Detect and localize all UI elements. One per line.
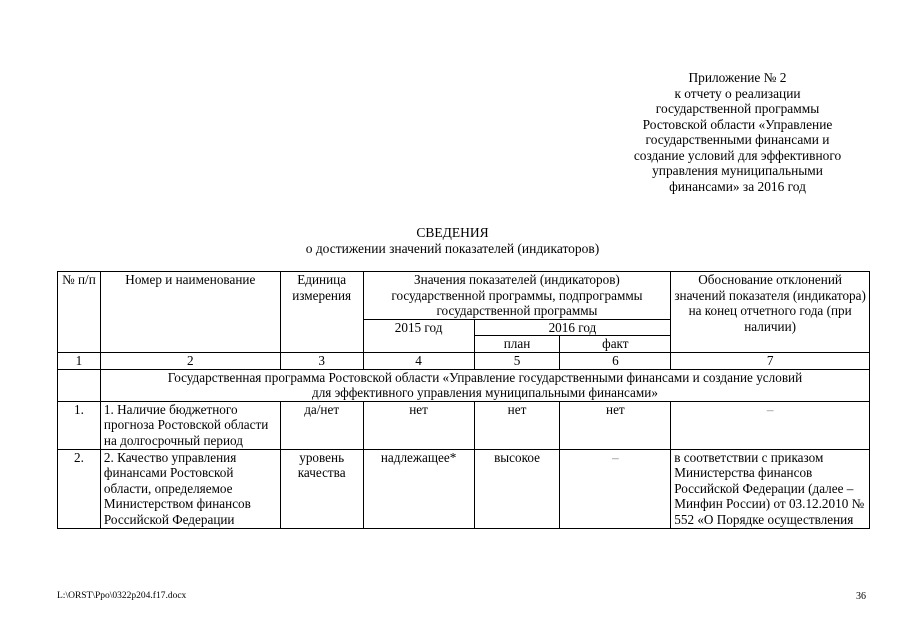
header-year-2016: 2016 год bbox=[474, 319, 671, 336]
header-year-2015: 2015 год bbox=[363, 319, 474, 352]
table-row bbox=[58, 449, 870, 528]
appendix-line: управления муниципальными bbox=[652, 163, 823, 178]
section-empty-cell bbox=[58, 369, 101, 401]
col-number: 1 bbox=[58, 352, 101, 369]
row-value-2015: надлежащее* bbox=[363, 449, 474, 528]
header-unit: Единица измерения bbox=[280, 272, 363, 353]
col-number: 7 bbox=[671, 352, 870, 369]
appendix-line: к отчету о реализации bbox=[674, 85, 801, 101]
col-number: 2 bbox=[100, 352, 280, 369]
table-row bbox=[58, 401, 870, 449]
header-name: Номер и наименование bbox=[100, 272, 280, 353]
appendix-line: государственными финансами и bbox=[645, 132, 830, 147]
header-values-group: Значения показателей (индикаторов) государственной программы, подпрограммы государственной программы bbox=[363, 272, 671, 320]
section-row bbox=[58, 369, 870, 401]
appendix-header bbox=[610, 70, 865, 194]
row-fact: нет bbox=[560, 401, 671, 449]
column-number-row bbox=[58, 352, 870, 369]
col-number: 5 bbox=[474, 352, 560, 369]
header-reason: Обоснование отклонений значений показателя (индикатора) на конец отчетного года (при наличии) bbox=[671, 272, 870, 353]
col-number: 6 bbox=[560, 352, 671, 369]
appendix-line: Ростовской области «Управление bbox=[642, 116, 833, 132]
row-plan: высокое bbox=[474, 449, 560, 528]
page-number: 36 bbox=[856, 591, 866, 602]
row-num: 2. bbox=[58, 449, 101, 528]
col-number: 4 bbox=[363, 352, 474, 369]
appendix-line: государственной программы bbox=[655, 101, 820, 116]
row-unit: уровень качества bbox=[280, 449, 363, 528]
appendix-line: финансами» за 2016 год bbox=[669, 178, 806, 194]
document-subtitle: о достижении значений показателей (индикаторов) bbox=[305, 241, 600, 256]
header-plan: план bbox=[474, 336, 560, 353]
section-title: Государственная программа Ростовской области «Управление государственными финансами и создание условий для эффективного управления муниципальными финансами» bbox=[100, 369, 869, 401]
row-unit: да/нет bbox=[280, 401, 363, 449]
row-reason: – bbox=[671, 401, 870, 449]
row-num: 1. bbox=[58, 401, 101, 449]
col-number: 3 bbox=[280, 352, 363, 369]
row-fact: – bbox=[560, 449, 671, 528]
row-reason: в соответствии с приказом Министерства финансов Российской Федерации (далее – Минфин России) от 03.12.2010 № 552 «О Порядке осуществления bbox=[671, 449, 870, 528]
row-plan: нет bbox=[474, 401, 560, 449]
footer-file-path: L:\ORST\Ppo\0322p204.f17.docx bbox=[57, 591, 187, 601]
indicators-table bbox=[57, 271, 870, 529]
header-num: № п/п bbox=[58, 272, 101, 353]
appendix-line: Приложение № 2 bbox=[688, 70, 787, 85]
row-value-2015: нет bbox=[363, 401, 474, 449]
document-title: СВЕДЕНИЯ bbox=[416, 225, 489, 240]
row-name: 1. Наличие бюджетного прогноза Ростовской области на долгосрочный период bbox=[100, 401, 280, 449]
header-fact: факт bbox=[560, 336, 671, 353]
appendix-line: создание условий для эффективного bbox=[633, 147, 842, 163]
row-name: 2. Качество управления финансами Ростовской области, определяемое Министерством финансов Российской Федерации bbox=[100, 449, 280, 528]
